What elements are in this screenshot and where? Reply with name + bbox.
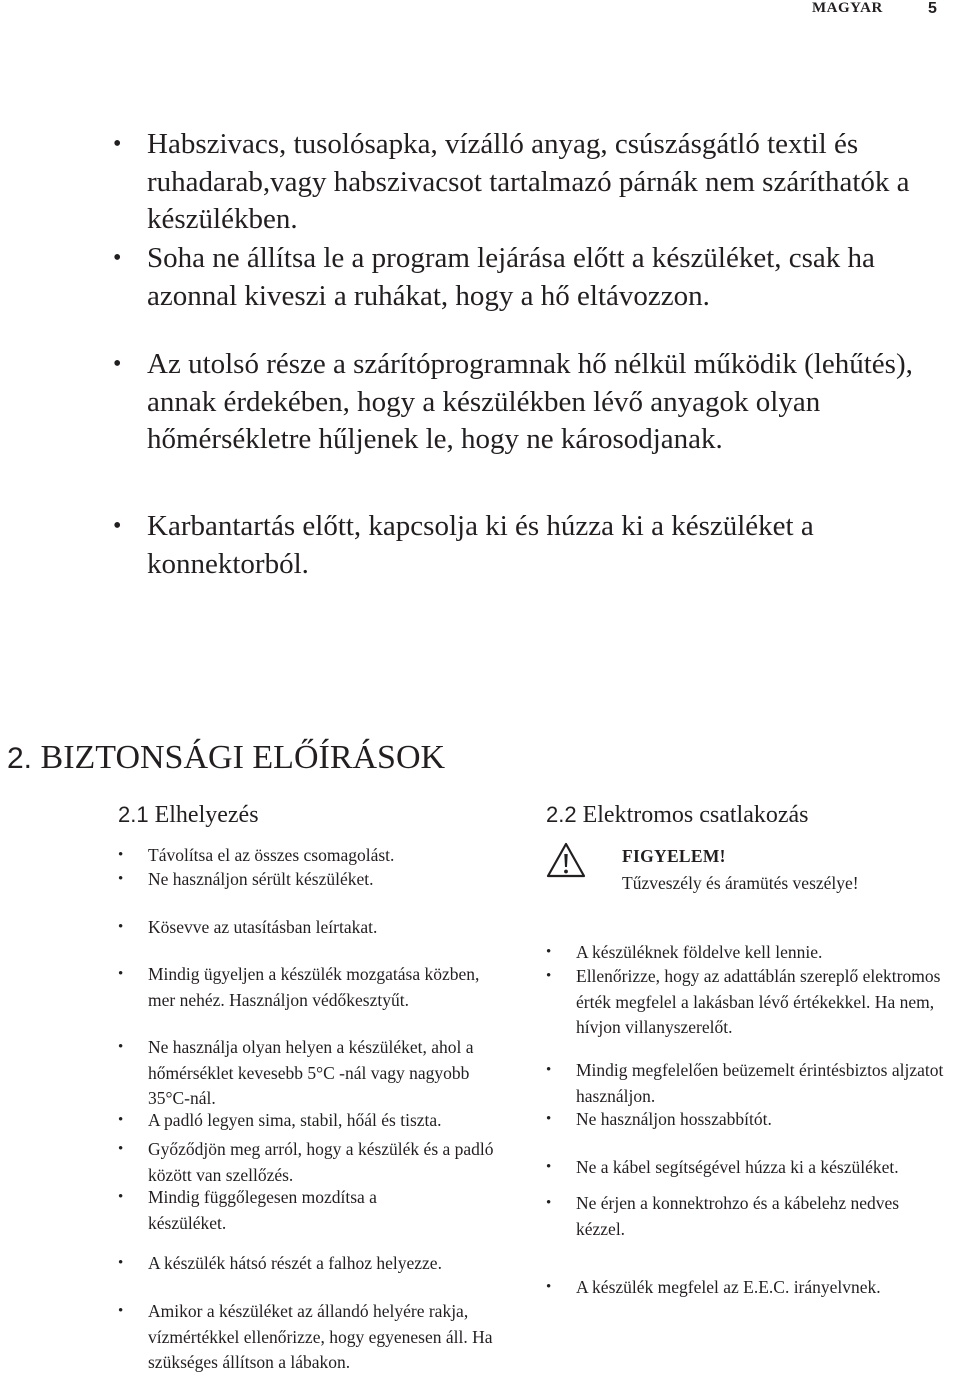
bullet-icon: •: [113, 245, 122, 271]
bullet-icon: •: [118, 847, 124, 863]
list-item: • Győződjön meg arról, hogy a készülék és a padló között van szellőzés.: [118, 1139, 494, 1185]
list-item: • A készülék megfelel az E.E.C. irányelvnek.: [546, 1275, 960, 1301]
bullet-icon: •: [546, 1159, 552, 1175]
list-item: • Ne érjen a konnektrohzo és a kábelehz nedves kézzel.: [546, 1193, 900, 1239]
bullet-icon: •: [118, 1141, 124, 1157]
warning-triangle-icon: [546, 842, 586, 878]
list-item: • Ne a kábel segítségével húzza ki a készüléket.: [546, 1155, 960, 1181]
bullet-icon: •: [118, 1255, 124, 1271]
bullet-icon: •: [546, 968, 552, 984]
list-item: • A készüléknek földelve kell lennie.: [546, 940, 960, 966]
warning-text: Tűzveszély és áramütés veszélye!: [622, 873, 859, 893]
intro-bullet: • Habszivacs, tusolósapka, vízálló anyag, csúszásgátló textil és ruhadarab,vagy habszivacsot tartalmazó párnák nem száríthatók a készülékben.: [113, 128, 910, 235]
bullet-icon: •: [118, 919, 124, 935]
bullet-icon: •: [118, 1039, 124, 1055]
list-item: • Amikor a készüléket az állandó helyére rakja, vízmértékkel ellenőrizze, hogy egyenesen áll. Ha szükséges állítson a lábakon.: [118, 1301, 493, 1372]
subsection-title-electrical: 2.2 Elektromos csatlakozás: [546, 802, 809, 828]
intro-bullet: • Az utolsó része a szárítóprogramnak hő nélkül működik (lehűtés), annak érdekében, hogy a készülékben lévő anyagok olyan hőmérsékletre hűljenek le, hogy ne károsodjanak.: [113, 348, 913, 455]
section-title: 2. BIZTONSÁGI ELŐÍRÁSOK: [7, 739, 446, 776]
bullet-icon: •: [118, 966, 124, 982]
intro-bullet: • Karbantartás előtt, kapcsolja ki és húzza ki a készüléket a konnektorból.: [113, 510, 814, 580]
list-item: • Kösevve az utasításban leírtakat.: [118, 915, 538, 941]
subsection-title-placement: 2.1 Elhelyezés: [118, 802, 259, 828]
bullet-icon: •: [546, 1279, 552, 1295]
bullet-icon: •: [113, 513, 122, 539]
list-item: • A padló legyen sima, stabil, hőál és tiszta.: [118, 1108, 538, 1134]
list-item: • Mindig megfelelően beüzemelt érintésbiztos aljzatot használjon.: [546, 1060, 944, 1106]
warning-title: FIGYELEM!: [622, 846, 726, 866]
header-language: MAGYAR: [812, 0, 883, 16]
intro-bullet: • Soha ne állítsa le a program lejárása előtt a készüléket, csak ha azonnal kiveszi a ruhákat, hogy a hő eltávozzon.: [113, 242, 875, 312]
list-item: • Ne használja olyan helyen a készüléket, ahol a hőmérséklet kevesebb 5°C -nál vagy nagyobb 35°C-nál.: [118, 1037, 474, 1108]
list-item: • Mindig függőlegesen mozdítsa a készüléket.: [118, 1187, 377, 1233]
bullet-icon: •: [118, 1112, 124, 1128]
page-number: 5: [928, 0, 937, 17]
bullet-icon: •: [546, 1195, 552, 1211]
list-item: • Mindig ügyeljen a készülék mozgatása közben, mer nehéz. Használjon védőkesztyűt.: [118, 964, 480, 1010]
bullet-icon: •: [113, 351, 122, 377]
bullet-icon: •: [546, 1111, 552, 1127]
bullet-icon: •: [546, 944, 552, 960]
bullet-icon: •: [113, 131, 122, 157]
list-item: • A készülék hátsó részét a falhoz helyezze.: [118, 1251, 538, 1277]
bullet-icon: •: [118, 1189, 124, 1205]
bullet-icon: •: [118, 1303, 124, 1319]
bullet-icon: •: [546, 1062, 552, 1078]
bullet-icon: •: [118, 871, 124, 887]
list-item: • Ellenőrizze, hogy az adattáblán szereplő elektromos érték megfelel a lakásban lévő értékekkel. Ha nem, hívjon villanyszerelőt.: [546, 966, 941, 1037]
list-item: • Ne használjon sérült készüléket.: [118, 867, 538, 893]
list-item: • Távolítsa el az összes csomagolást.: [118, 843, 538, 869]
list-item: • Ne használjon hosszabbítót.: [546, 1107, 960, 1133]
